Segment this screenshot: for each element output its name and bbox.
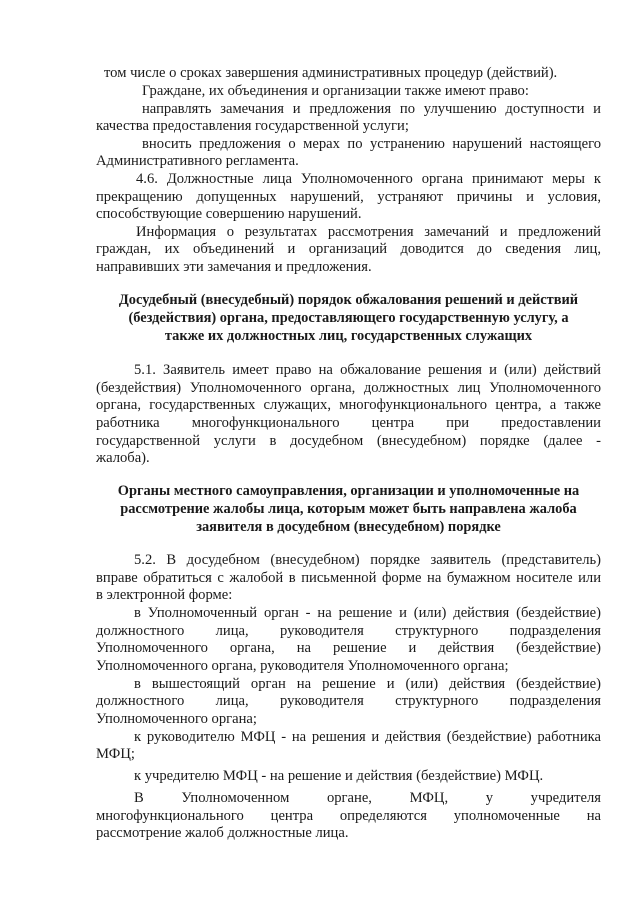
text-line: МФЦ; [96, 746, 135, 762]
text-line: В Уполномоченном органе, МФЦ, у учредителя [134, 790, 601, 806]
text-line: способствующие совершению нарушений. [96, 206, 362, 222]
text-line: рассмотрение жалоб должностные лица. [96, 825, 349, 841]
text-line: в Уполномоченный орган - на решение и (или) действия (бездействие) [134, 605, 601, 621]
text-line: жалоба). [96, 450, 150, 466]
text-line: Административного регламента. [96, 153, 299, 169]
text-line: 5.1. Заявитель имеет право на обжалование решения и (или) действий [134, 362, 601, 378]
text-line: Уполномоченного органа, на решение и действия (бездействие) [96, 640, 601, 656]
section-heading: (бездействия) органа, предоставляющего государственную услугу, а [128, 310, 569, 326]
text-line: том числе о сроках завершения административных процедур (действий). [104, 65, 558, 81]
text-line: прекращению допущенных нарушений, устраняют причины и условия, [96, 189, 601, 205]
section-heading: заявителя в досудебном (внесудебном) порядке [196, 519, 501, 535]
text-line: Информация о результатах рассмотрения замечаний и предложений [136, 224, 601, 240]
text-line: органа, государственных служащих, многофункционального центра, а также [96, 397, 601, 413]
text-line: государственной услуги в досудебном (внесудебном) порядке (далее - [96, 433, 601, 449]
text-line: Граждане, их объединения и организации также имеют право: [142, 83, 529, 99]
text-line: направлять замечания и предложения по улучшению доступности и [142, 101, 601, 117]
text-line: направивших эти замечания и предложения. [96, 259, 372, 275]
text-line: (бездействия) Уполномоченного органа, должностных лиц Уполномоченного [96, 380, 601, 396]
section-heading: также их должностных лиц, государственных служащих [164, 328, 533, 344]
text-line: должностного лица, руководителя структурного подразделения [96, 623, 601, 639]
text-line: вправе обратиться с жалобой в письменной форме на бумажном носителе или [96, 570, 601, 586]
text-line: граждан, их объединений и организаций доводится до сведения лиц, [96, 241, 601, 257]
section-heading: Досудебный (внесудебный) порядок обжалования решений и действий [118, 292, 579, 308]
text-line: качества предоставления государственной услуги; [96, 118, 409, 134]
text-line: должностного лица, руководителя структурного подразделения [96, 693, 601, 709]
text-line: в электронной форме: [96, 587, 233, 603]
text-line: в вышестоящий орган на решение и (или) действия (бездействие) [134, 676, 601, 692]
text-line: 4.6. Должностные лица Уполномоченного органа принимают меры к [136, 171, 601, 187]
section-heading: рассмотрение жалобы лица, которым может быть направлена жалоба [120, 501, 577, 517]
text-line: работника многофункционального центра при предоставлении [96, 415, 601, 431]
section-heading: Органы местного самоуправления, организации и уполномоченные на [117, 483, 580, 499]
text-line: многофункционального центра определяются уполномоченные на [96, 808, 601, 824]
text-line: к учредителю МФЦ - на решение и действия (бездействие) МФЦ. [134, 768, 544, 784]
text-line: Уполномоченного органа; [96, 711, 257, 727]
text-line: к руководителю МФЦ - на решения и действия (бездействие) работника [134, 729, 601, 745]
text-line: вносить предложения о мерах по устранению нарушений настоящего [142, 136, 601, 152]
text-line: Уполномоченного органа, руководителя Уполномоченного органа; [96, 658, 509, 674]
text-line: 5.2. В досудебном (внесудебном) порядке заявитель (представитель) [134, 552, 601, 568]
